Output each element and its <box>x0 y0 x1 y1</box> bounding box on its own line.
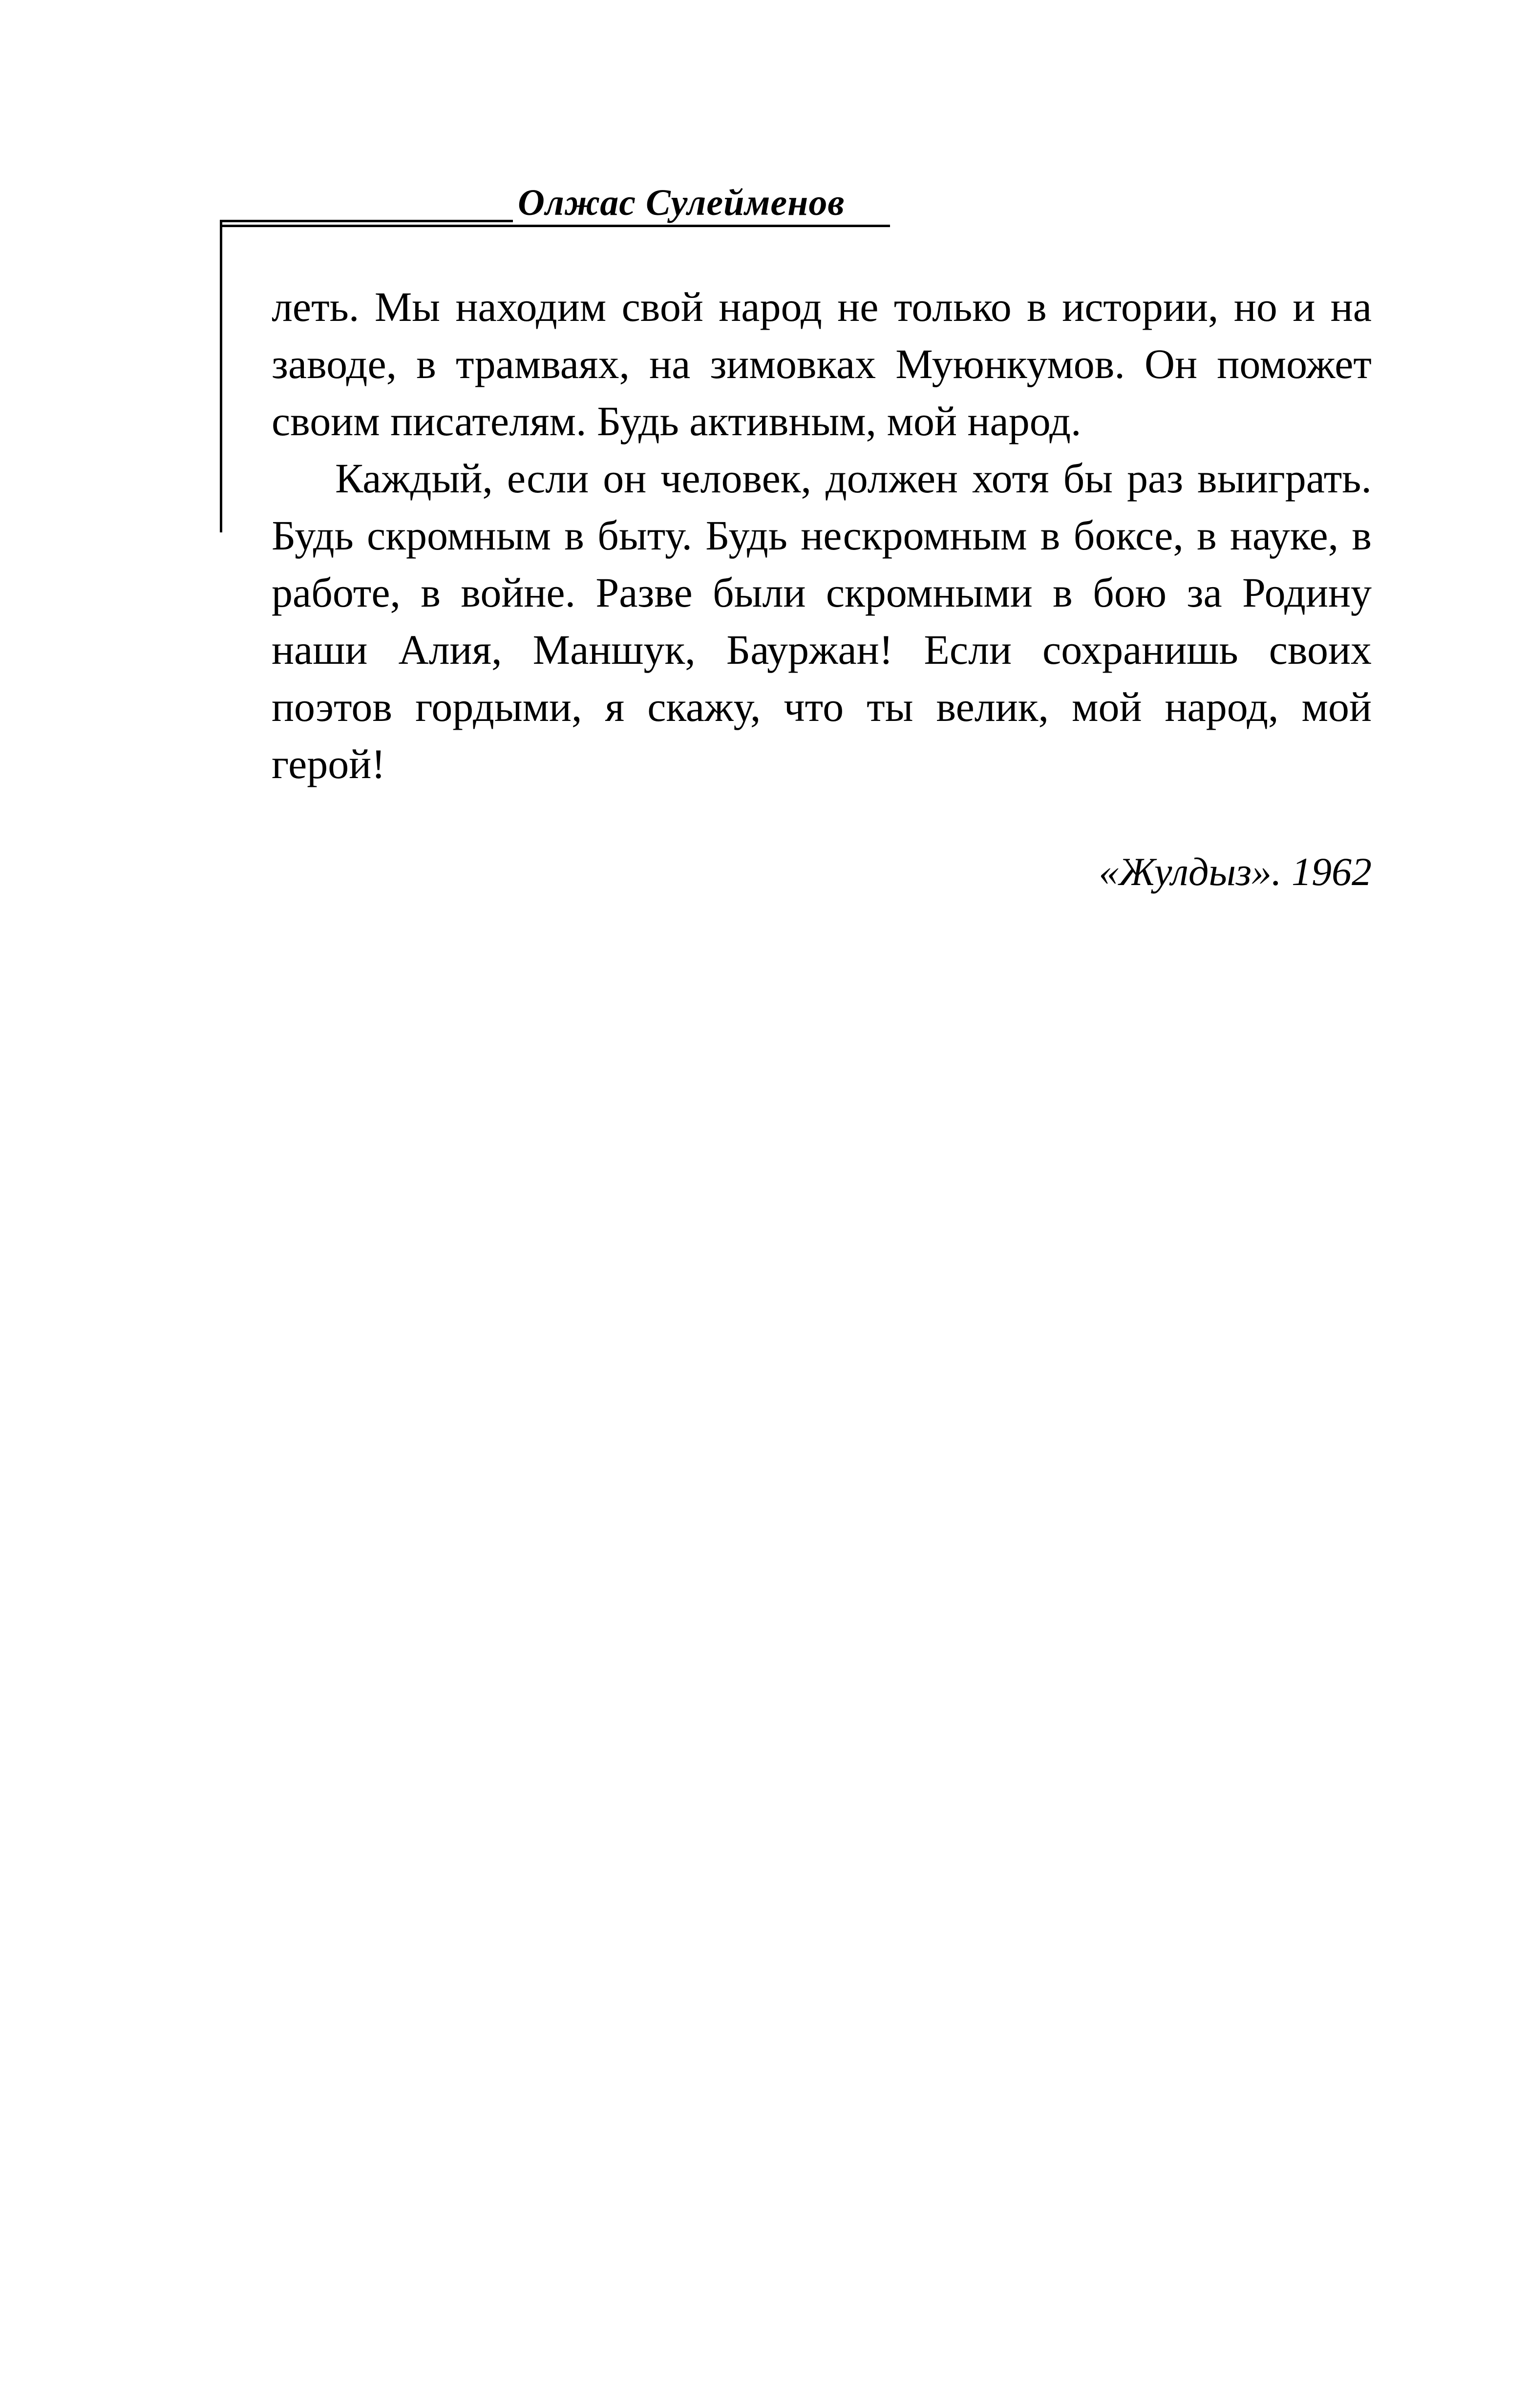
header-rule <box>220 225 890 227</box>
header-rule-left <box>220 220 513 222</box>
header-bracket <box>220 220 222 532</box>
source-citation: «Жулдыз». 1962 <box>1099 849 1372 894</box>
paragraph: Каждый, если он человек, должен хотя бы раз выиграть. Будь скромным в быту. Будь нескромным в боксе, в науке, в работе, в войне. Разве были скромными в бою за Родину наши Алия, Маншук, Бауржан! Если сохранишь своих поэтов гордыми, я скажу, что ты велик, мой народ, мой герой! <box>272 455 1372 787</box>
paragraph-continued: леть. Мы находим свой народ не только в истории, но и на заводе, в трамваях, на зимовках Муюнкумов. Он поможет своим писателям. Будь активным, мой народ. <box>272 283 1372 444</box>
body-text <box>272 278 1372 793</box>
running-head-author: Олжас Сулейменов <box>518 182 845 223</box>
